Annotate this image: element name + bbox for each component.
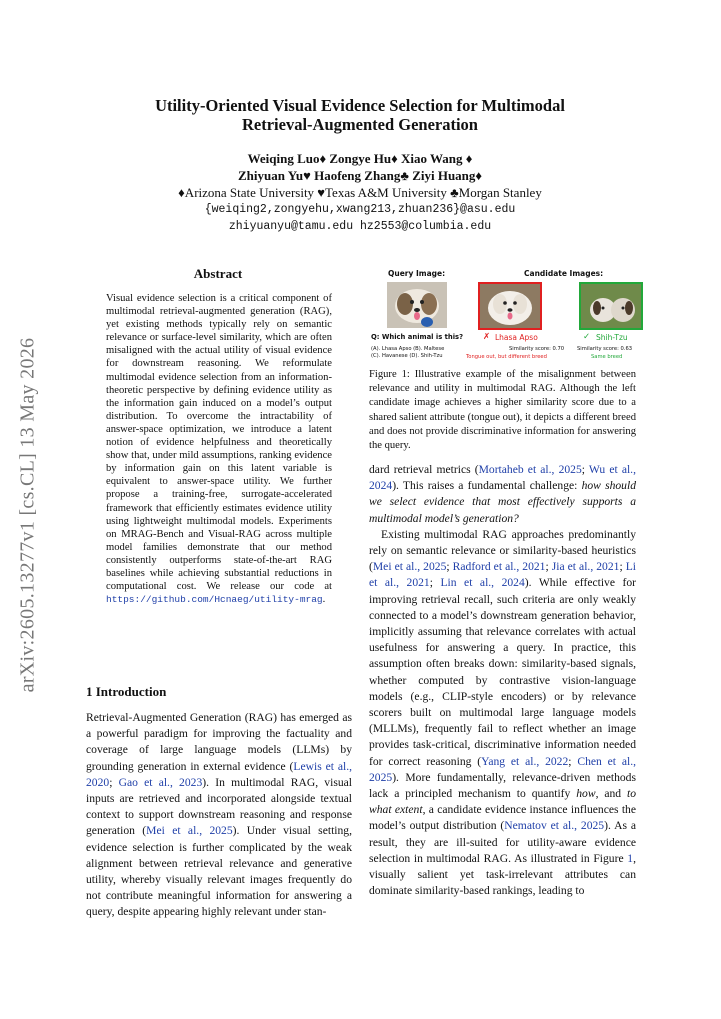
body-text: ). This raises a fundamental challenge: bbox=[392, 479, 582, 493]
citation-link[interactable]: Wu et al., 2024 bbox=[369, 463, 636, 493]
body-text: ). While effective for improving retrieval recall, such criteria are only weakly connected to a model’s downstream generation behavior, implicitly assuming that relevance correlates with actual usefulness for answering a query. In practice, this assumption often breaks down: similarity-based signals, whether computed by contrastive vision-language models (e.g., CLIP-style encoders) or by relevance scorers built on multimodal large language models (MLLMs), frequently fail to reflect whether an image provides task-critical, discriminative information needed for correct reasoning ( bbox=[369, 576, 637, 768]
body-text: ; bbox=[545, 560, 552, 574]
figure-question: Q: Which animal is this? bbox=[371, 333, 464, 341]
citation-link[interactable]: Mortaheb et al., 2025 bbox=[478, 463, 582, 476]
author-block bbox=[100, 150, 620, 235]
candidate-2-note: Same breed bbox=[591, 354, 623, 360]
body-text: ). As a result, they are ill-suited for utility-aware evidence selection in multimodal RAG. As illustrated in Figure bbox=[369, 819, 636, 865]
cross-icon: ✗ bbox=[483, 332, 491, 342]
citation-link[interactable]: Lewis et al., 2020 bbox=[86, 759, 352, 789]
arxiv-identifier bbox=[14, 315, 42, 715]
citation-link[interactable]: Jia et al., 2021 bbox=[551, 560, 620, 574]
intro-heading: 1 Introduction bbox=[86, 684, 167, 699]
authors-line-1: Weiqing Luo♦ Zongye Hu♦ Xiao Wang ♦ bbox=[247, 151, 473, 166]
citation-link[interactable]: Mei et al., 2025 bbox=[372, 560, 447, 574]
body-text: Existing multimodal RAG approaches predominantly rely on semantic relevance or similarity-based heuristics ( bbox=[369, 527, 636, 574]
citation-link[interactable]: Mei et al., 2025 bbox=[146, 824, 233, 838]
figure-options-line-1: (A). Lhasa Apso (B). Maltese bbox=[371, 346, 445, 352]
query-dog-image bbox=[387, 282, 447, 328]
title-line-2: Retrieval-Augmented Generation bbox=[242, 115, 478, 134]
body-text: ; bbox=[568, 754, 578, 768]
paper-title bbox=[110, 96, 610, 134]
candidate-2-name: Shih-Tzu bbox=[596, 333, 628, 342]
emails-line-2: zhiyuanyu@tamu.edu hz2553@columbia.edu bbox=[228, 220, 492, 233]
citation-link[interactable]: Gao et al., 2023 bbox=[118, 775, 203, 789]
figure-1 bbox=[369, 267, 636, 367]
paragraph bbox=[369, 527, 636, 900]
code-link[interactable]: https://github.com/Hcnaeg/utility-mrag bbox=[106, 594, 323, 606]
intro-text: Retrieval-Augmented Generation (RAG) has emerged as a powerful paradigm for improving the factuality and coverage of large language models (LLMs) by grounding generation in external evidence ( bbox=[86, 711, 352, 773]
figure-caption: Figure 1: Illustrative example of the misalignment between relevance and utility in multimodal RAG. Although the left candidate image achieves a higher similarity score due to a shared salient attribute (tongue out), it depicts a different breed and does not provide discriminative information for answering the query. bbox=[369, 369, 636, 452]
emphasis: to what extent bbox=[369, 787, 637, 817]
query-image-label: Query Image: bbox=[388, 269, 446, 278]
check-icon: ✓ bbox=[583, 332, 591, 342]
affiliations: ♦Arizona State University ♥Texas A&M University ♣Morgan Stanley bbox=[178, 185, 542, 200]
body-text: , a candidate evidence instance influences the model’s output distribution ( bbox=[369, 803, 636, 833]
candidate-1-note: Tongue out, but different breed bbox=[466, 354, 547, 360]
paragraph bbox=[369, 462, 636, 527]
citation-link[interactable]: Lin et al., 2024 bbox=[440, 576, 525, 590]
title-line-1: Utility-Oriented Visual Evidence Selection for Multimodal bbox=[155, 96, 565, 115]
candidate-images-label: Candidate Images: bbox=[524, 269, 604, 278]
body-text: , visually salient yet task-irrelevant attributes can dominate similarity-based rankings, leading to bbox=[369, 851, 636, 898]
research-question: how should we select evidence that most effectively supports a multimodal model’s generation? bbox=[369, 479, 636, 525]
candidate-1-name: Lhasa Apso bbox=[495, 333, 538, 342]
abstract-body: Visual evidence selection is a critical component of multimodal retrieval-augmented generation (RAG), yet existing methods typically rely on semantic relevance or surface-level similarity, which are often misaligned with the actual utility of visual evidence for downstream reasoning. We reformulate multimodal evidence selection from an information-theoretic perspective by defining evidence utility as the information gain induced on a model’s output distribution. To overcome the intractability of answer-space optimization, we introduce a latent notion of evidence helpfulness and theoretically show that, under mild assumptions, ranking evidence by information gain on this latent variable is equivalent to answer-space utility. We further propose a training-free, surrogate-accelerated framework that efficiently estimates evidence utility using lightweight multimodal models. Experiments on MRAG-Bench and Visual-RAG across multiple model families demonstrate that our method consistently outperforms state-of-the-art RAG baselines while achieving substantial reductions in computational cost. We release our code at https://github.com/Hcnaeg/utility-mrag. bbox=[106, 293, 332, 606]
right-column-body bbox=[369, 462, 636, 899]
body-text: ). More fundamentally, relevance-driven methods lack a principled mechanism to quantify bbox=[369, 770, 636, 801]
intro-text: ). Under visual setting, evidence selection is further complicated by the weak alignment between retrieval relevance and generative utility, whereby visually relevant images frequently do not contribute meaningful information for answering a query, despite appearing highly relevant under stan- bbox=[86, 824, 352, 919]
intro-text: ; bbox=[109, 775, 119, 789]
authors-line-2: Zhiyuan Yu♥ Haofeng Zhang♣ Ziyi Huang♦ bbox=[237, 168, 483, 183]
emails-line-1: {weiqing2,zongyehu,xwang213,zhuan236}@asu.edu bbox=[204, 203, 516, 216]
body-text: ; bbox=[429, 576, 441, 590]
citation-link[interactable]: Li et al., 2021 bbox=[369, 560, 637, 590]
arxiv-id-text: arXiv:2605.13277v1 [cs.CL] 13 May 2026 bbox=[16, 337, 39, 693]
abstract-heading: Abstract bbox=[193, 266, 243, 281]
citation-link[interactable]: Yang et al., 2022 bbox=[481, 754, 569, 768]
citation-link[interactable]: Chen et al., 2025 bbox=[369, 754, 637, 784]
citation-link[interactable]: Nematov et al., 2025 bbox=[504, 819, 605, 833]
emphasis: how bbox=[576, 787, 596, 801]
body-text: dard retrieval metrics ( bbox=[369, 463, 479, 476]
intro-text: ). In multimodal RAG, visual inputs are retrieved and incorporated alongside textual context to support downstream reasoning and response generation ( bbox=[86, 775, 352, 838]
body-text: , and bbox=[595, 787, 627, 801]
body-text: ; bbox=[446, 560, 453, 574]
figure-options-line-2: (C). Havanese (D). Shih-Tzu bbox=[371, 353, 443, 359]
candidate-2-score: Similarity score: 0.63 bbox=[577, 346, 633, 352]
candidate-1-score: Similarity score: 0.70 bbox=[509, 346, 565, 352]
candidate-image-shihtzu bbox=[579, 282, 643, 330]
body-text: ; bbox=[581, 463, 589, 476]
intro-body bbox=[86, 710, 352, 921]
abstract-text: Visual evidence selection is a critical component of multimodal retrieval-augmented generation (RAG), yet existing methods typically rely on semantic relevance or surface-level similarity, which are often misaligned with the actual utility of visual evidence for downstream reasoning. We reformulate multimodal evidence selection from an information-theoretic perspective by defining evidence utility as the information gain induced on a model’s output distribution. To overcome the intractability of answer-space optimization, we introduce a latent notion of evidence helpfulness and theoretically show that, under mild assumptions, ranking evidence by information gain on this latent variable is equivalent to answer-space utility. We further propose a training-free, surrogate-accelerated framework that efficiently estimates evidence utility using lightweight multimodal models. Experiments on MRAG-Bench and Visual-RAG across multiple model families demonstrate that our method consistently outperforms state-of-the-art RAG baselines while achieving substantial reductions in computational cost. We release our code at bbox=[106, 293, 332, 593]
figure-ref-link[interactable]: 1 bbox=[627, 851, 634, 865]
citation-link[interactable]: Radford et al., 2021 bbox=[452, 560, 546, 574]
body-text: ; bbox=[619, 560, 626, 574]
candidate-image-lhasa bbox=[478, 282, 542, 330]
